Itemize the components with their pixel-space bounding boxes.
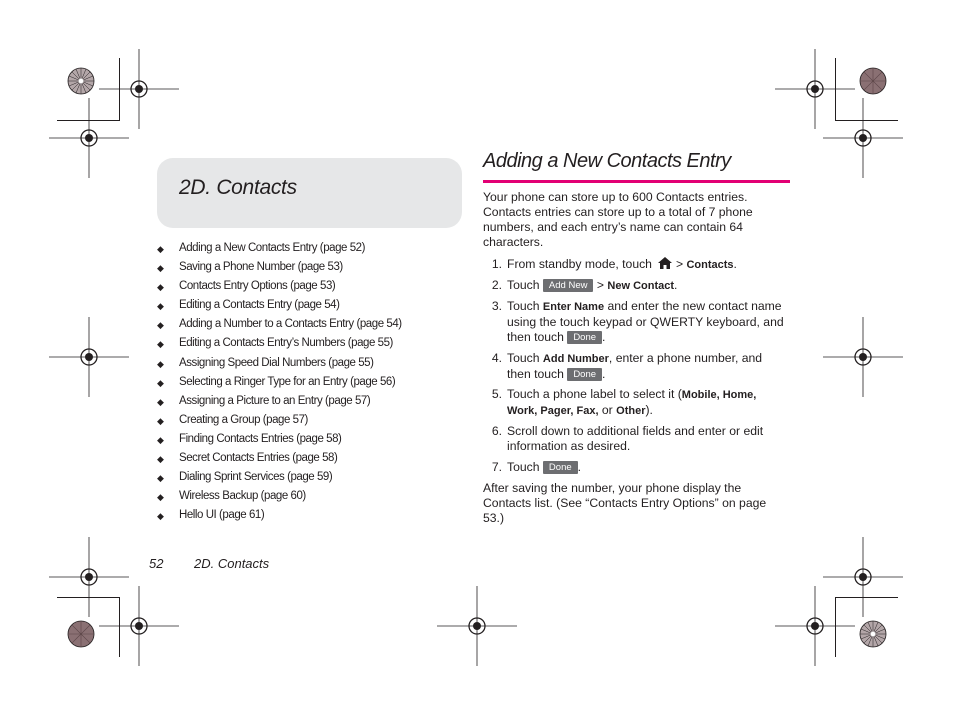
registration-target-icon <box>99 586 179 666</box>
color-rosette-icon <box>859 67 887 95</box>
diamond-bullet-icon: ◆ <box>157 454 164 465</box>
diamond-bullet-icon: ◆ <box>157 244 164 254</box>
registration-target-icon <box>437 586 517 666</box>
color-rosette-icon <box>859 620 887 648</box>
diamond-bullet-icon: ◆ <box>157 282 164 293</box>
diamond-bullet-icon: ◆ <box>157 492 164 503</box>
toc-item[interactable]: ◆ Finding Contacts Entries (page 58) <box>156 431 402 450</box>
done-button: Done <box>567 331 602 344</box>
registration-target-icon <box>49 317 129 397</box>
diamond-bullet-icon: ◆ <box>157 511 164 522</box>
diamond-bullet-icon: ◆ <box>157 263 164 274</box>
diamond-bullet-icon: ◆ <box>157 473 164 484</box>
toc-item[interactable]: ◆ Adding a Number to a Contacts Entry (page 54) <box>156 316 402 335</box>
diamond-bullet-icon: ◆ <box>157 339 164 350</box>
toc-item[interactable]: ◆ Hello UI (page 61) <box>156 507 402 526</box>
chapter-title: 2D. Contacts <box>179 176 297 199</box>
diamond-bullet-icon: ◆ <box>157 320 164 331</box>
chapter-title-box <box>157 158 462 228</box>
page-number: 52 <box>149 556 164 571</box>
toc-item[interactable]: ◆ Saving a Phone Number (page 53) <box>156 259 402 278</box>
diamond-bullet-icon: ◆ <box>157 301 164 312</box>
registration-target-icon <box>775 586 855 666</box>
toc-item[interactable]: ◆ Creating a Group (page 57) <box>156 412 402 431</box>
diamond-bullet-icon: ◆ <box>157 377 164 388</box>
diamond-bullet-icon: ◆ <box>157 434 164 445</box>
toc-item[interactable]: ◆ Editing a Contacts Entry’s Numbers (page 55) <box>156 335 402 354</box>
toc-item[interactable]: ◆ Dialing Sprint Services (page 59) <box>156 469 402 488</box>
toc-item[interactable]: ◆ Adding a New Contacts Entry (page 52) <box>156 240 402 259</box>
intro-paragraph: Your phone can store up to 600 Contacts entries. Contacts entries can store up to a total of 7 phone numbers, and each entry’s name can contain 64 characters. <box>483 190 753 249</box>
done-button: Done <box>543 461 578 474</box>
diamond-bullet-icon: ◆ <box>157 396 164 407</box>
color-rosette-icon <box>67 620 95 648</box>
section-heading: Adding a New Contacts Entry <box>483 150 731 172</box>
color-rosette-icon <box>67 67 95 95</box>
toc-item[interactable]: ◆ Assigning a Picture to an Entry (page 57) <box>156 393 402 412</box>
diamond-bullet-icon: ◆ <box>157 358 164 369</box>
add-new-button: Add New <box>543 279 594 292</box>
registration-target-icon <box>49 98 129 178</box>
toc-item[interactable]: ◆ Assigning Speed Dial Numbers (page 55) <box>156 355 402 374</box>
toc-item[interactable]: ◆ Selecting a Ringer Type for an Entry (page 56) <box>156 374 402 393</box>
heading-rule <box>483 180 790 183</box>
footer-section-title: 2D. Contacts <box>194 556 270 571</box>
toc-item[interactable]: ◆ Wireless Backup (page 60) <box>156 488 402 507</box>
table-of-contents <box>156 240 402 526</box>
diamond-bullet-icon: ◆ <box>157 415 164 426</box>
toc-item[interactable]: ◆ Editing a Contacts Entry (page 54) <box>156 297 402 316</box>
toc-item[interactable]: ◆ Secret Contacts Entries (page 58) <box>156 450 402 469</box>
registration-target-icon <box>823 317 903 397</box>
done-button: Done <box>567 368 602 381</box>
registration-target-icon <box>823 98 903 178</box>
closing-paragraph: After saving the number, your phone display the Contacts list. (See “Contacts Entry Options” on page 53.) <box>483 481 767 525</box>
home-icon <box>658 257 672 269</box>
toc-item[interactable]: ◆ Contacts Entry Options (page 53) <box>156 278 402 297</box>
